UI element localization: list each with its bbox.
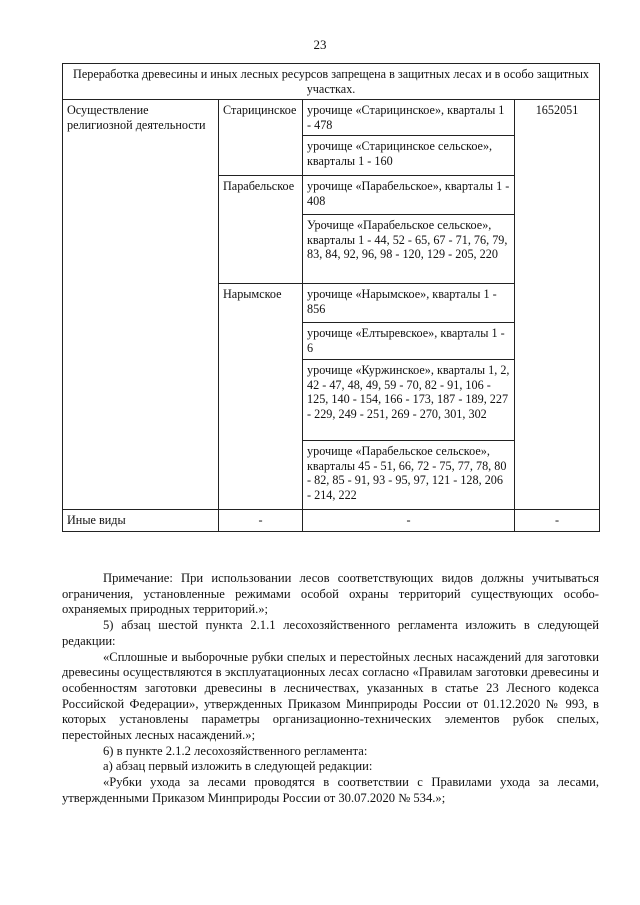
paragraph: 6) в пункте 2.1.2 лесохозяйственного регламента: — [103, 743, 368, 758]
quote-paragraph: «Рубки ухода за лесами проводятся в соответствии с Правилами ухода за лесами, утвержденными Приказом Минприроды России от 30.07.2020 № 534.»; — [62, 775, 599, 805]
paragraph: 5) абзац шестой пункта 2.1.1 лесохозяйственного регламента изложить в следующей редакции: — [62, 618, 599, 648]
tract-cell: урочище «Парабельское сельское», кварталы 45 - 51, 66, 72 - 75, 77, 78, 80 - 82, 85 - 91, 93 - 95, 97, 121 - 128, 206 - 214, 222 — [303, 441, 515, 510]
paragraph: а) абзац первый изложить в следующей редакции: — [103, 759, 373, 774]
page-number: 23 — [313, 37, 327, 52]
forest-use-table — [62, 63, 600, 532]
note-paragraph: Примечание: При использовании лесов соответствующих видов должны учитываться ограничения, установленные режимами особой охраны территорий существующих особо-охраняемых природных территорий.»; — [62, 571, 599, 617]
area-cell: - — [515, 510, 600, 532]
tract-cell: урочище «Парабельское», кварталы 1 - 408 — [303, 176, 515, 215]
table-row — [63, 100, 600, 136]
tract-cell: урочище «Куржинское», кварталы 1, 2, 42 - 47, 48, 49, 59 - 70, 82 - 91, 106 - 125, 140 - 154, 166 - 173, 187 - 189, 227 - 229, 249 - 251, 269 - 270, 301, 302 — [303, 360, 515, 441]
tract-cell: урочище «Елтыревское», кварталы 1 - 6 — [303, 323, 515, 360]
tract-cell: урочище «Старицинское», кварталы 1 - 478 — [303, 100, 515, 136]
forestry-cell: Парабельское — [219, 176, 303, 284]
tract-cell: - — [303, 510, 515, 532]
table-header-note: Переработка древесины и иных лесных ресурсов запрещена в защитных лесах и в особо защитных участках. — [63, 64, 600, 100]
activity-cell: Осуществление религиозной деятельности — [63, 100, 219, 510]
tract-cell: урочище «Нарымское», кварталы 1 - 856 — [303, 284, 515, 323]
tract-cell: Урочище «Парабельское сельское», кварталы 1 - 44, 52 - 65, 67 - 71, 76, 79, 83, 84, 92, 96, 98 - 120, 129 - 205, 220 — [303, 215, 515, 284]
activity-cell: Иные виды — [63, 510, 219, 532]
tract-cell: урочище «Старицинское сельское», кварталы 1 - 160 — [303, 136, 515, 176]
area-cell: 1652051 — [515, 100, 600, 510]
forestry-cell: Старицинское — [219, 100, 303, 176]
quote-paragraph: «Сплошные и выборочные рубки спелых и перестойных лесных насаждений для заготовки древесины осуществляются в эксплуатационных лесах согласно «Правилам заготовки древесины и особенностям заготовки древесины в лесничествах, указанных в статье 23 Лесного кодекса Российской Федерации», утвержденных Приказом Минприроды России от 01.12.2020 № 993, в которых установлены параметры организационно-технических элементов рубок спелых, перестойных лесных насаждений.»; — [62, 649, 599, 743]
body-text — [62, 571, 599, 807]
forestry-cell: - — [219, 510, 303, 532]
table-row — [63, 510, 600, 532]
forestry-cell: Нарымское — [219, 284, 303, 510]
table-header-row — [63, 64, 600, 100]
